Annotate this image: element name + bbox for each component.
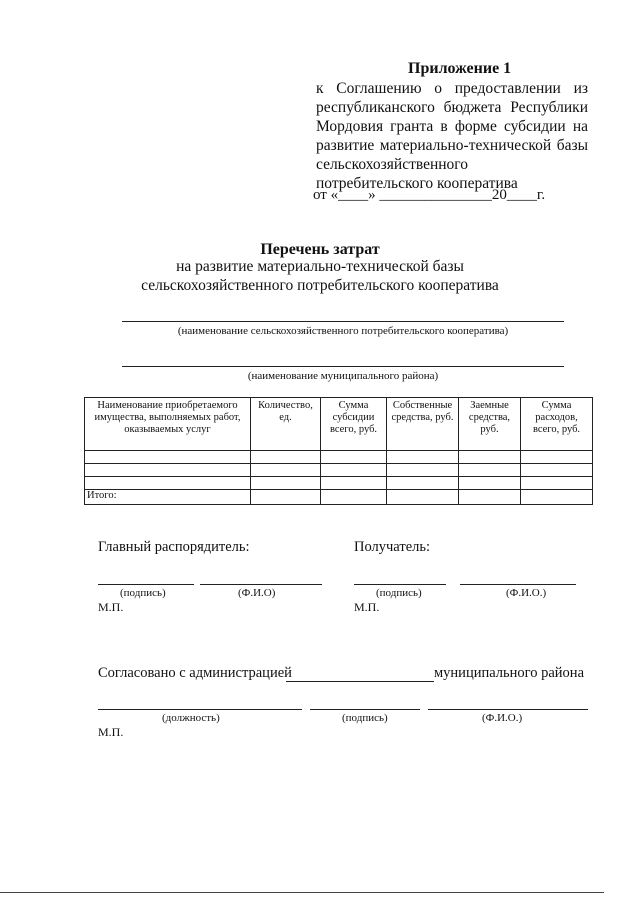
agreement-stamp: М.П.: [98, 725, 124, 739]
recipient-label: Получатель:: [354, 539, 431, 555]
header-subsidy: Сумма субсидии всего, руб.: [321, 398, 387, 451]
agreement-position-caption: (должность): [162, 712, 220, 724]
recipient-signature-caption: (подпись): [376, 587, 422, 599]
agreement-prefix: Согласовано с администрацией: [98, 665, 292, 681]
agreement-signature-line: [310, 709, 420, 710]
table-total-row: [85, 490, 593, 505]
header-quantity: Количество, ед.: [251, 398, 321, 451]
recipient-fio-caption: (Ф.И.О.): [506, 587, 547, 599]
table-row: [85, 464, 593, 477]
recipient-fio-line: [460, 584, 576, 585]
costs-table: [84, 397, 593, 505]
coop-name-line: [122, 321, 564, 322]
list-subtitle: на развитие материально-технической базы сельскохозяйственного потребительского кооператива: [141, 258, 499, 294]
manager-stamp: М.П.: [98, 600, 124, 614]
district-name-caption: (наименование муниципального района): [247, 370, 439, 382]
agreement-suffix: муниципального района: [434, 665, 584, 681]
district-name-line: [122, 366, 564, 367]
agreement-fio-caption: (Ф.И.О.): [482, 712, 523, 724]
appendix-date-line: от «____» _______________20____г.: [313, 187, 546, 203]
agreement-fio-line: [428, 709, 588, 710]
manager-fio-caption: (Ф.И.О): [238, 587, 276, 599]
appendix-title: Приложение 1: [408, 60, 512, 77]
total-label: Итого:: [85, 490, 251, 505]
recipient-signature-line: [354, 584, 446, 585]
manager-fio-line: [200, 584, 322, 585]
header-item-name: Наименование приобретаемого имущества, выполняемых работ, оказываемых услуг: [85, 398, 251, 451]
page-footer-rule: [0, 892, 604, 893]
manager-signature-caption: (подпись): [120, 587, 166, 599]
table-row: [85, 477, 593, 490]
manager-signature-line: [98, 584, 194, 585]
agreement-position-line: [98, 709, 302, 710]
manager-label: Главный распорядитель:: [98, 539, 250, 555]
coop-name-caption: (наименование сельскохозяйственного потребительского кооператива): [177, 325, 509, 337]
recipient-stamp: М.П.: [354, 600, 380, 614]
agreement-signature-caption: (подпись): [342, 712, 388, 724]
agreement-administration-line: [286, 681, 434, 682]
header-own-funds: Собственные средства, руб.: [387, 398, 459, 451]
list-title: Перечень затрат: [260, 241, 380, 258]
table-row: [85, 451, 593, 464]
header-total-expenses: Сумма расходов, всего, руб.: [521, 398, 593, 451]
appendix-text: к Соглашению о предоставлении из республиканского бюджета Республики Мордовия гранта в форме субсидии на развитие материально-технической базы сельскохозяйственного потребительского кооператива: [316, 80, 588, 192]
table-header-row: [85, 398, 593, 451]
header-borrowed-funds: Заемные средства, руб.: [459, 398, 521, 451]
